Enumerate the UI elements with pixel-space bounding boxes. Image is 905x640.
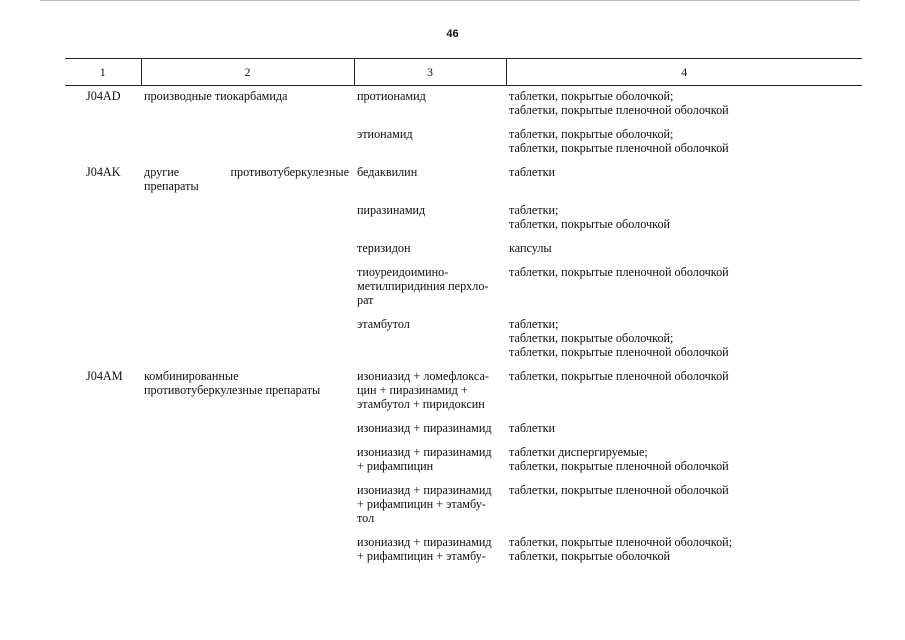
table-row [65, 314, 862, 366]
pharmacological-group-cell: другие противотуберкулезные препараты [144, 165, 349, 193]
pharmacological-group-cell [141, 238, 354, 262]
table-row [65, 200, 862, 238]
drug-name-cell [354, 86, 506, 125]
table-row [65, 480, 862, 532]
dosage-form-line: таблетки; [509, 203, 559, 217]
pharmacological-group-cell [141, 124, 354, 162]
dosage-form-cell [506, 238, 862, 262]
dosage-form-cell [506, 480, 862, 532]
atc-code-cell: J04AK [86, 165, 121, 179]
dosage-form-line: таблетки, покрытые пленочной оболочкой [509, 483, 729, 497]
drug-name-line: пиразинамид [357, 203, 426, 217]
pharmacological-group-cell [141, 314, 354, 366]
dosage-form-cell [506, 532, 862, 570]
header-col-1: 1 [65, 59, 141, 86]
drug-table [65, 58, 862, 570]
drug-name-line: изониазид + пиразинамид [357, 421, 492, 435]
table-body [65, 86, 862, 571]
table-row [65, 162, 862, 200]
dosage-form-line: таблетки, покрытые оболочкой; [509, 89, 674, 103]
atc-code-cell [65, 442, 141, 480]
atc-code-cell [65, 314, 141, 366]
atc-code-cell [65, 200, 141, 238]
drug-name-line: + рифампицин [357, 459, 434, 473]
header-col-2: 2 [141, 59, 354, 86]
dosage-form-cell [506, 86, 862, 125]
dosage-form-line: таблетки, покрытые пленочной оболочкой [509, 369, 729, 383]
table-row [65, 86, 862, 125]
dosage-form-line: таблетки диспергируемые; [509, 445, 648, 459]
page-number: 46 [446, 28, 459, 40]
pharmacological-group-cell [141, 442, 354, 480]
page-top-rule [40, 0, 860, 1]
dosage-form-line: капсулы [509, 241, 552, 255]
dosage-form-line: таблетки, покрытые пленочной оболочкой; [509, 535, 733, 549]
atc-code-cell [65, 124, 141, 162]
dosage-form-cell [506, 442, 862, 480]
dosage-form-cell [506, 366, 862, 418]
drug-name-cell [354, 262, 506, 314]
drug-name-line: протионамид [357, 89, 426, 103]
atc-code-cell [65, 532, 141, 570]
dosage-form-line: таблетки, покрытые оболочкой; [509, 127, 674, 141]
dosage-form-line: таблетки, покрытые пленочной оболочкой [509, 459, 729, 473]
dosage-form-cell [506, 124, 862, 162]
atc-code-cell: J04AD [86, 89, 121, 103]
atc-code-cell [65, 480, 141, 532]
dosage-form-cell [506, 200, 862, 238]
pharmacological-group-cell: производные тиокарбамида [144, 89, 288, 103]
atc-code-cell [65, 238, 141, 262]
drug-name-line: изониазид + пиразинамид [357, 483, 492, 497]
dosage-form-cell [506, 162, 862, 200]
table-row [65, 532, 862, 570]
header-col-3: 3 [354, 59, 506, 86]
drug-name-cell [354, 162, 506, 200]
dosage-form-line: таблетки, покрытые пленочной оболочкой [509, 345, 729, 359]
drug-name-line: изониазид + ломефлокса- [357, 369, 489, 383]
drug-name-cell [354, 532, 506, 570]
pharmacological-group-cell [141, 200, 354, 238]
drug-name-line: изониазид + пиразинамид [357, 445, 492, 459]
drug-name-cell [354, 314, 506, 366]
drug-name-line: этамбутол + пиридоксин [357, 397, 485, 411]
atc-code-cell [65, 418, 141, 442]
table-header-row [65, 59, 862, 86]
table-row [65, 418, 862, 442]
dosage-form-line: таблетки [509, 165, 556, 179]
table-row [65, 262, 862, 314]
dosage-form-line: таблетки, покрытые пленочной оболочкой [509, 103, 729, 117]
drug-name-line: + рифампицин + этамбу- [357, 497, 486, 511]
drug-name-line: метилпиридиния перхло- [357, 279, 489, 293]
table-row [65, 366, 862, 418]
drug-name-cell [354, 418, 506, 442]
drug-name-line: + рифампицин + этамбу- [357, 549, 486, 563]
drug-name-cell [354, 480, 506, 532]
dosage-form-line: таблетки [509, 421, 556, 435]
pharmacological-group-cell [141, 262, 354, 314]
dosage-form-line: таблетки, покрытые пленочной оболочкой [509, 265, 729, 279]
atc-code-cell [65, 262, 141, 314]
dosage-form-line: таблетки, покрытые оболочкой [509, 217, 671, 231]
pharmacological-group-cell [141, 480, 354, 532]
dosage-form-line: таблетки, покрытые пленочной оболочкой [509, 141, 729, 155]
drug-name-line: этионамид [357, 127, 413, 141]
pharmacological-group-cell [141, 532, 354, 570]
drug-name-line: тол [357, 511, 375, 525]
dosage-form-line: таблетки; [509, 317, 559, 331]
dosage-form-cell [506, 262, 862, 314]
drug-name-cell [354, 442, 506, 480]
dosage-form-line: таблетки, покрытые оболочкой; [509, 331, 674, 345]
pharmacological-group-cell: комбинированные противотуберкулезные препараты [144, 369, 321, 397]
drug-name-line: бедаквилин [357, 165, 418, 179]
dosage-form-cell [506, 418, 862, 442]
table-row [65, 442, 862, 480]
drug-name-cell [354, 238, 506, 262]
drug-name-line: этамбутол [357, 317, 410, 331]
drug-name-line: рат [357, 293, 374, 307]
drug-name-line: тиоуреидоимино- [357, 265, 449, 279]
drug-name-cell [354, 200, 506, 238]
drug-name-cell [354, 124, 506, 162]
pharmacological-group-cell [141, 418, 354, 442]
table-row [65, 124, 862, 162]
dosage-form-line: таблетки, покрытые оболочкой [509, 549, 671, 563]
drug-name-line: цин + пиразинамид + [357, 383, 468, 397]
dosage-form-cell [506, 314, 862, 366]
header-col-4: 4 [506, 59, 862, 86]
atc-code-cell: J04AM [86, 369, 123, 383]
drug-name-cell [354, 366, 506, 418]
drug-name-line: теризидон [357, 241, 411, 255]
drug-name-line: изониазид + пиразинамид [357, 535, 492, 549]
table-row [65, 238, 862, 262]
